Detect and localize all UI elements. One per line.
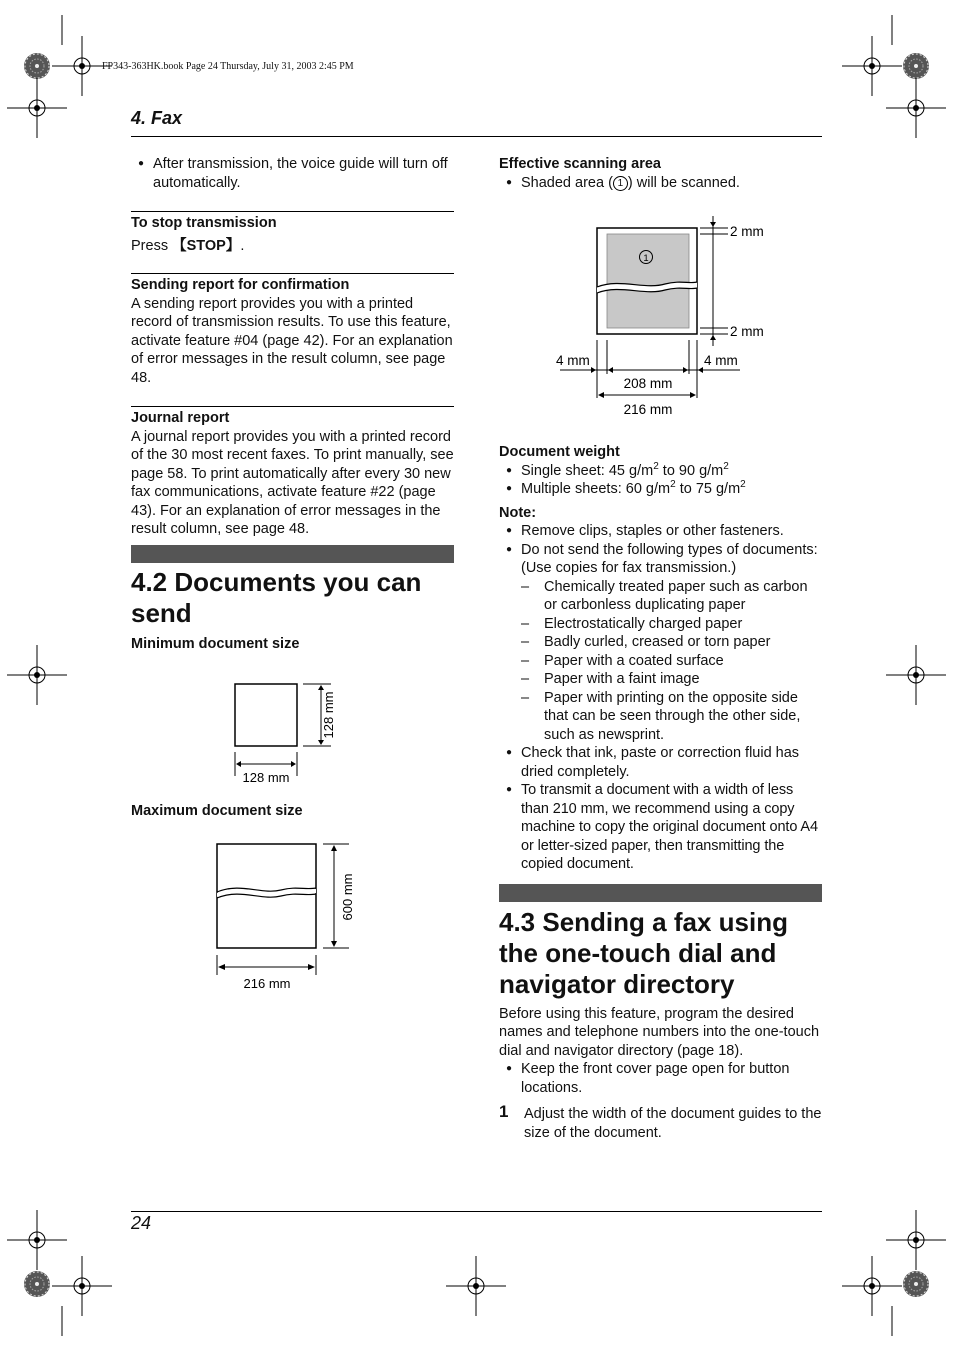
crosshair-icon — [842, 1256, 902, 1316]
note-dash-item: – Paper with a coated surface — [499, 652, 822, 671]
stop-heading: To stop transmission — [131, 215, 277, 231]
stop-key: 【STOP】 — [172, 237, 241, 254]
section-rule — [131, 406, 454, 407]
crosshair-icon — [446, 1256, 506, 1316]
section-rule — [131, 273, 454, 274]
print-header: FP343-363HK.book Page 24 Thursday, July 31, 2003 2:45 PM — [102, 61, 354, 72]
step-1 — [499, 1102, 822, 1142]
intro-bullet: ● After transmission, the voice guide will turn off automatically. — [131, 155, 454, 192]
note-bullet: ● Do not send the following types of documents: (Use copies for fax transmission.) — [499, 541, 822, 578]
crosshair-icon — [7, 1210, 67, 1270]
note-dash-item: – Paper with printing on the opposite side that can be seen through the other side, such as newsprint. — [499, 689, 822, 745]
note-bullet: ● Check that ink, paste or correction fluid has dried completely. — [499, 744, 822, 781]
step-text: Adjust the width of the document guides to the size of the document. — [524, 1106, 822, 1141]
crosshair-icon — [7, 645, 67, 705]
scan-area-bullet: ● Shaded area ( 1 ) will be scanned. — [499, 174, 822, 193]
weight-heading: Document weight — [499, 444, 620, 460]
min-size-heading: Minimum document size — [131, 635, 300, 652]
max-height-label: 600 mm — [340, 873, 355, 921]
min-document — [235, 684, 297, 746]
color-wheel-icon — [903, 53, 929, 79]
section-rule — [131, 211, 454, 212]
crosshair-icon — [886, 1210, 946, 1270]
left-column — [131, 155, 454, 653]
stop-text: Press 【STOP】. — [131, 237, 245, 254]
note-dash-item: – Badly curled, creased or torn paper — [499, 633, 822, 652]
svg-text:1: 1 — [643, 253, 649, 264]
note-dash-item: – Paper with a faint image — [499, 670, 822, 689]
right-margin-label: 4 mm — [704, 353, 738, 368]
note-bullet: ● To transmit a document with a width of less than 210 mm, we recommend using a copy machine to copy the original document onto A4 or letter-sized paper, then transmitting the copied document. — [499, 781, 822, 874]
scan-area-heading: Effective scanning area — [499, 156, 661, 172]
max-width-label: 216 mm — [243, 976, 291, 991]
crosshair-icon — [886, 78, 946, 138]
chapter-title: 4. Fax — [131, 108, 183, 128]
section-4-2-title: 4.2 Documents you can send — [131, 566, 422, 628]
step-number: 1 — [499, 1102, 509, 1121]
right-column-bottom — [499, 443, 822, 1142]
note-bullet: ● Remove clips, staples or other fasteners. — [499, 522, 822, 541]
max-size-heading: Maximum document size — [131, 803, 303, 819]
circled-number-marker: 1 — [613, 176, 628, 191]
journal-report-heading: Journal report — [131, 410, 230, 426]
crosshair-icon — [886, 645, 946, 705]
weight-single: ● Single sheet: 45 $g/m^2$ to 90 $g/m^2$ — [499, 462, 822, 481]
min-width-label: 128 mm — [242, 770, 290, 785]
footer-rule — [131, 1211, 822, 1212]
header-rule — [131, 136, 822, 137]
page-number: 24 — [131, 1213, 152, 1233]
sending-report-text: A sending report provides you with a printed record of transmission results. To use this feature, activate feature #04 (page 42). For an explanation of error messages in the result column, see page 48. — [131, 295, 453, 386]
section-bar — [131, 545, 454, 563]
inner-width-label: 208 mm — [623, 376, 673, 391]
section-4-3-bullet: ● Keep the front cover page open for button locations. — [499, 1060, 822, 1097]
note-heading: Note: — [499, 504, 537, 521]
section-bar — [499, 884, 822, 902]
section-4-3-intro: Before using this feature, program the desired names and telephone numbers into the one-touch dial and navigator directory (page 18). — [499, 1005, 820, 1059]
scan-shaded-area — [607, 234, 689, 328]
bottom-margin-label: 2 mm — [730, 324, 764, 339]
right-column-top — [499, 155, 822, 192]
weight-multiple: ● Multiple sheets: 60 $g/m^2$ to 75 $g/m^2$ — [499, 480, 822, 499]
note-dash-item: – Chemically treated paper such as carbon or carbonless duplicating paper — [499, 578, 822, 615]
crosshair-icon — [7, 78, 67, 138]
max-size-diagram — [131, 835, 454, 995]
left-margin-label: 4 mm — [556, 353, 590, 368]
outer-width-label: 216 mm — [623, 402, 673, 417]
crosshair-icon — [52, 1256, 112, 1316]
scan-area-diagram — [540, 212, 780, 422]
top-margin-label: 2 mm — [730, 224, 764, 239]
color-wheel-icon — [903, 1271, 929, 1297]
note-dash-item: – Electrostatically charged paper — [499, 615, 822, 634]
min-height-label: 128 mm — [321, 691, 336, 739]
crosshair-icon — [842, 36, 902, 96]
sending-report-heading: Sending report for confirmation — [131, 277, 350, 293]
color-wheel-icon — [24, 53, 50, 79]
min-size-diagram — [131, 676, 454, 791]
section-4-3-title: 4.3 Sending a fax using the one-touch dial and navigator directory — [499, 906, 788, 999]
color-wheel-icon — [24, 1271, 50, 1297]
journal-report-text: A journal report provides you with a printed record of the 30 most recent faxes. To print manually, see page 58. To print automatically after every 30 new fax communications, activate feature #22 (page 43). For an explanation of error messages in the result column, see page 48. — [131, 428, 454, 537]
